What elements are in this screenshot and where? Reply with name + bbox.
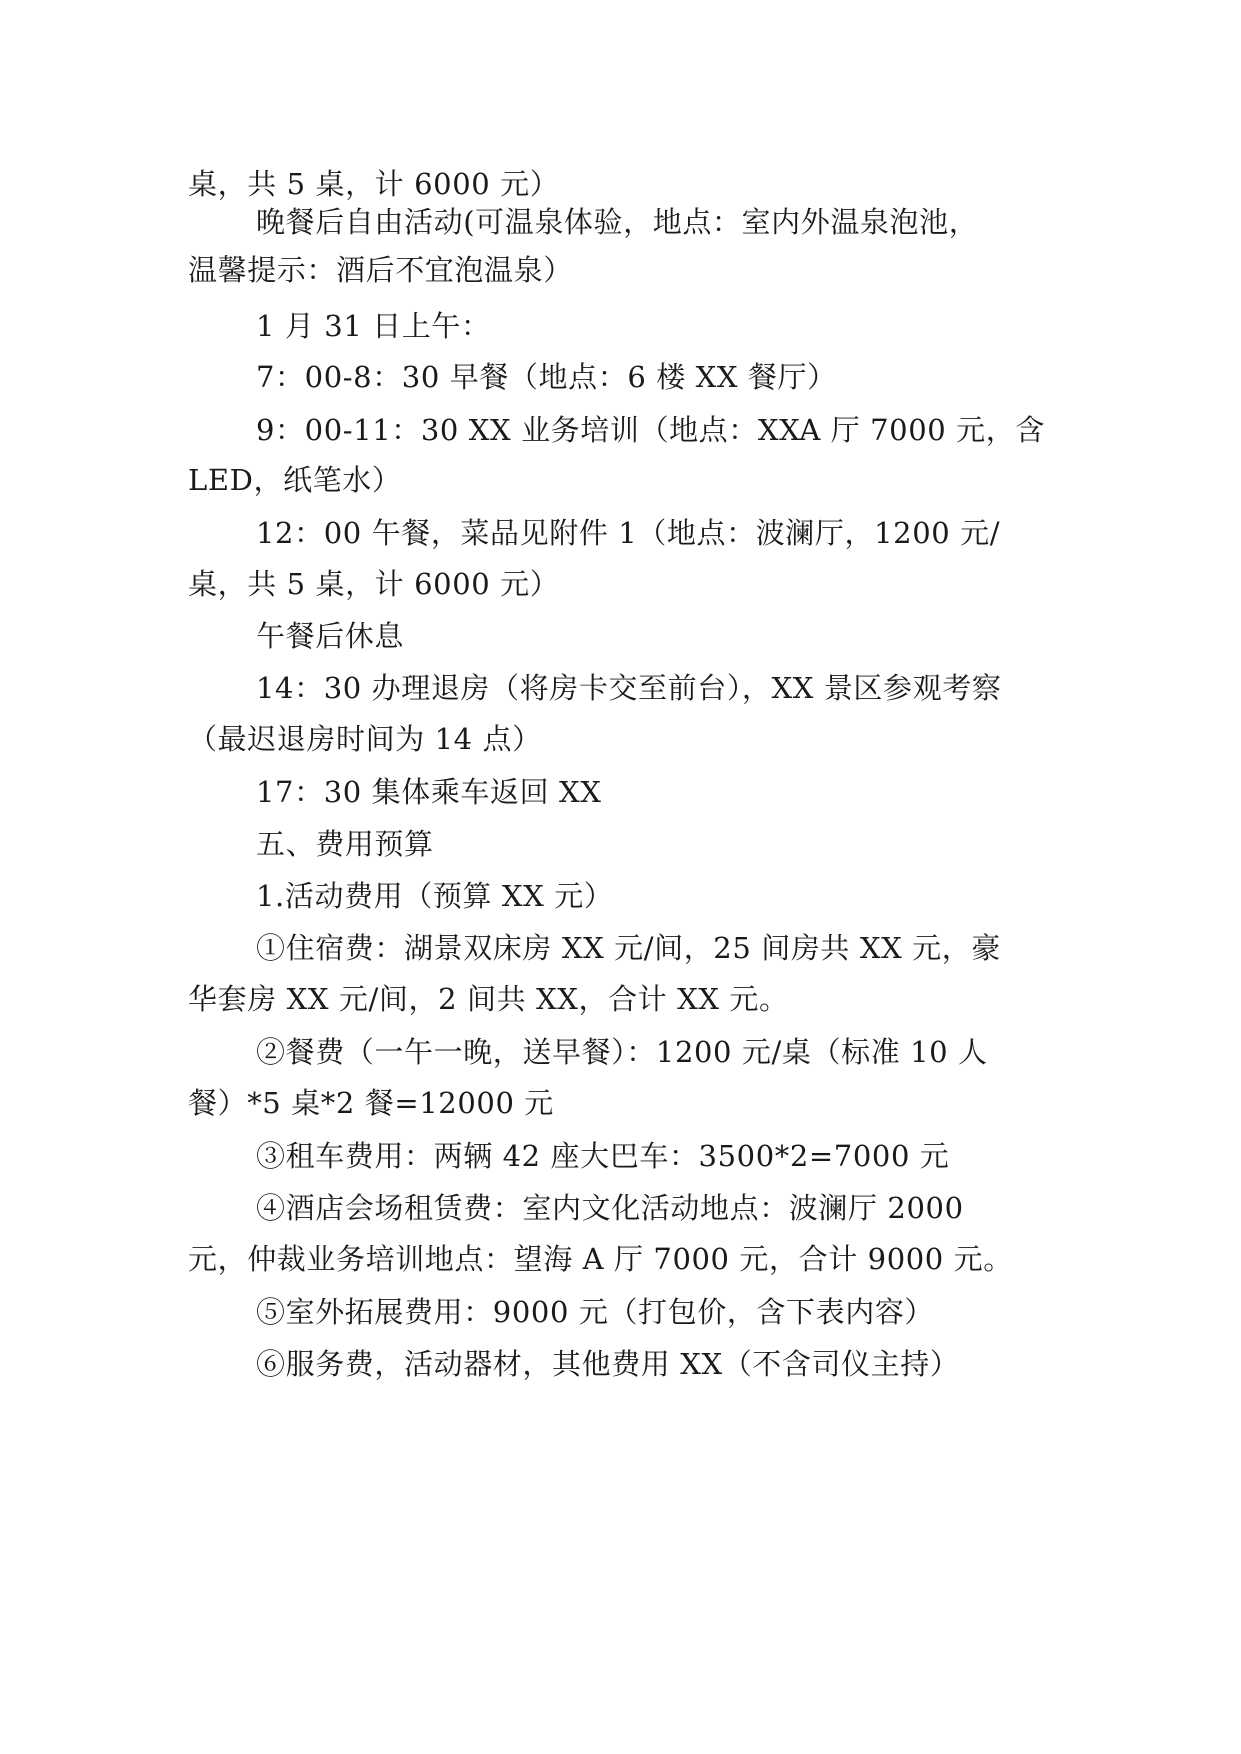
body-text-line: 华套房 XX 元/间，2 间共 XX，合计 XX 元。	[188, 982, 789, 1016]
body-text-line: ④酒店会场租赁费：室内文化活动地点：波澜厅 2000	[256, 1191, 964, 1225]
section-heading: 五、费用预算	[256, 827, 434, 861]
body-text-line: 桌，共 5 桌，计 6000 元）	[188, 167, 560, 201]
body-text-line: 午餐后休息	[256, 619, 405, 653]
body-text-line: （最迟退房时间为 14 点）	[188, 722, 542, 756]
body-text-line: 元，仲裁业务培训地点：望海 A 厅 7000 元，合计 9000 元。	[188, 1242, 1013, 1276]
body-text-line: 餐）*5 桌*2 餐=12000 元	[188, 1086, 554, 1120]
body-text-line: ①住宿费：湖景双床房 XX 元/间，25 间房共 XX 元，豪	[256, 931, 1001, 965]
body-text-line: 9：00-11：30 XX 业务培训（地点：XXA 厅 7000 元，含	[256, 413, 1045, 447]
body-text-line: 12：00 午餐，菜品见附件 1（地点：波澜厅，1200 元/	[256, 516, 1001, 550]
body-text-line: 1 月 31 日上午：	[256, 309, 491, 343]
body-text-line: 温馨提示：酒后不宜泡温泉）	[188, 253, 573, 287]
body-text-line: ⑥服务费，活动器材，其他费用 XX（不含司仪主持）	[256, 1347, 960, 1381]
body-text-line: 7：00-8：30 早餐（地点：6 楼 XX 餐厅）	[256, 360, 837, 394]
body-text-line: 17：30 集体乘车返回 XX	[256, 775, 602, 809]
body-text-line: 14：30 办理退房（将房卡交至前台），XX 景区参观考察	[256, 671, 1002, 705]
body-text-line: ③租车费用：两辆 42 座大巴车：3500*2=7000 元	[256, 1139, 950, 1173]
body-text-line: 桌，共 5 桌，计 6000 元）	[188, 567, 560, 601]
body-text-line: ⑤室外拓展费用：9000 元（打包价，含下表内容）	[256, 1295, 935, 1329]
body-text-line: ②餐费（一午一晚，送早餐）：1200 元/桌（标准 10 人	[256, 1035, 988, 1069]
body-text-line: LED，纸笔水）	[188, 463, 402, 497]
body-text-line: 1.活动费用（预算 XX 元）	[256, 879, 614, 913]
body-text-line: 晚餐后自由活动(可温泉体验，地点：室内外温泉泡池，	[256, 205, 979, 239]
